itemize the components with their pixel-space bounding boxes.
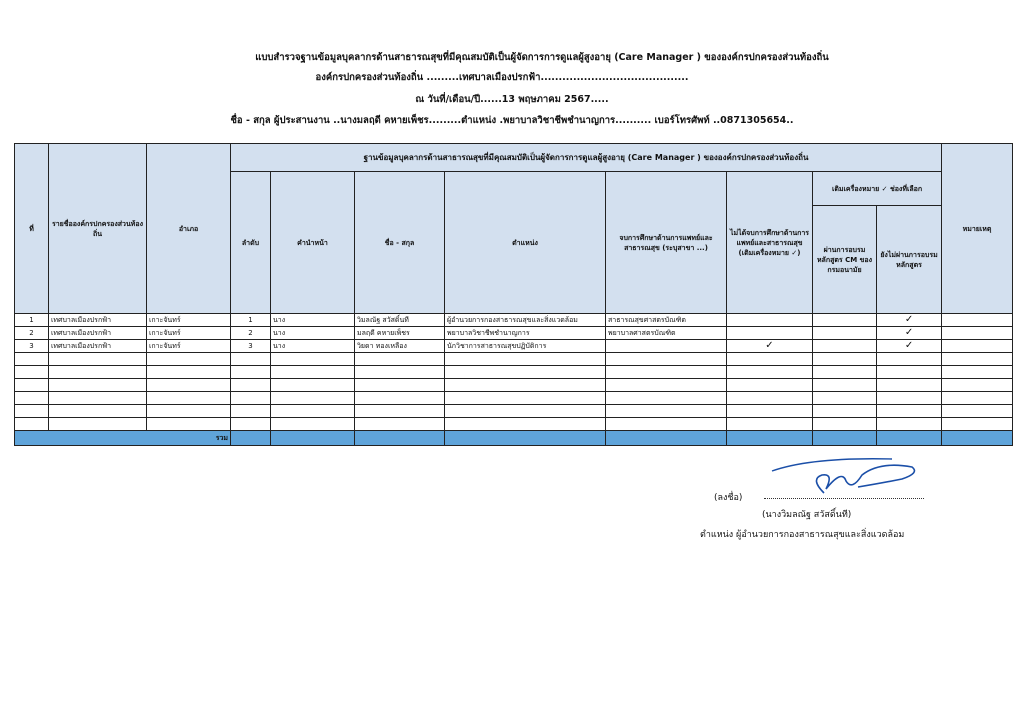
cell-not-passed: ✓: [877, 327, 942, 340]
col-name-header: ชื่อ - สกุล: [355, 172, 445, 314]
cell-passed: [813, 327, 877, 340]
cell-name: มลฤดี คหายเพ็ชร: [355, 327, 445, 340]
cell-prefix: นาง: [271, 327, 355, 340]
table-row: [15, 314, 1013, 327]
col-passed-header: ผ่านการอบรมหลักสูตร CM ของกรมอนามัย: [813, 206, 877, 314]
empty-row: [15, 353, 1013, 366]
coordinator-line: ชื่อ - สกุล ผู้ประสานงาน ..นางมลฤดี คหายเพ็ชร.........ตำแหน่ง .พยาบาลวิชาชีพชำนาญการ.......... เบอร์โทรศัพท์ ..0871305654..: [230, 115, 794, 126]
sign-label: (ลงชื่อ): [714, 493, 743, 503]
cell-not-edu: [727, 327, 813, 340]
cell-org: เทศบาลเมืองปรกฟ้า: [49, 327, 147, 340]
cell-not-edu: [727, 314, 813, 327]
cell-remark: [942, 327, 1013, 340]
group-title-header: ฐานข้อมูลบุคลากรด้านสาธารณสุขที่มีคุณสมบัติเป็นผู้จัดการการดูแลผู้สูงอายุ (Care Manager ) ขององค์กรปกครองส่วนท้องถิ่น: [231, 144, 942, 172]
empty-row: [15, 379, 1013, 392]
col-not-edu-header: ไม่ได้จบการศึกษาด้านการแพทย์และสาธารณสุข (เติมเครื่องหมาย ✓): [727, 172, 813, 314]
signature-block: [700, 455, 1010, 545]
cell-district: เกาะจันทร์: [147, 314, 231, 327]
signer-name: (นางวิมลณัฐ สวัสดิ์นที): [762, 510, 852, 520]
col-edu-header: จบการศึกษาด้านการแพทย์และสาธารณสุข (ระบุสาขา ...): [606, 172, 727, 314]
cell-prefix: นาง: [271, 314, 355, 327]
cell-name: วิยดา ทองเหลือง: [355, 340, 445, 353]
survey-table: [14, 143, 1013, 446]
col-not-passed-header: ยังไม่ผ่านการอบรมหลักสูตร: [877, 206, 942, 314]
col-prefix-header: คำนำหน้า: [271, 172, 355, 314]
empty-row: [15, 392, 1013, 405]
cell-not-passed: ✓: [877, 340, 942, 353]
col-check-group-header: เติมเครื่องหมาย ✓ ช่องที่เลือก: [813, 172, 942, 206]
col-no-header: ที่: [15, 144, 49, 314]
cell-no: 1: [15, 314, 49, 327]
table-row: [15, 340, 1013, 353]
cell-seq: 2: [231, 327, 271, 340]
cell-not-passed: ✓: [877, 314, 942, 327]
signer-position: ตำแหน่ง ผู้อำนวยการกองสาธารณสุขและสิ่งแวดล้อม: [700, 530, 905, 540]
cell-position: พยาบาลวิชาชีพชำนาญการ: [445, 327, 606, 340]
cell-no: 3: [15, 340, 49, 353]
cell-seq: 3: [231, 340, 271, 353]
empty-row: [15, 405, 1013, 418]
cell-edu: พยาบาลศาสตรบัณฑิต: [606, 327, 727, 340]
cell-position: นักวิชาการสาธารณสุขปฏิบัติการ: [445, 340, 606, 353]
cell-passed: [813, 314, 877, 327]
cell-not-edu: ✓: [727, 340, 813, 353]
cell-edu: สาธารณสุขศาสตรบัณฑิต: [606, 314, 727, 327]
total-label: รวม: [15, 431, 231, 446]
empty-row: [15, 418, 1013, 431]
cell-prefix: นาง: [271, 340, 355, 353]
org-line: องค์กรปกครองส่วนท้องถิ่น .........เทศบาลเมืองปรกฟ้า.........................................: [315, 72, 689, 83]
cell-no: 2: [15, 327, 49, 340]
cell-name: วิมลณัฐ สวัสดิ์นที: [355, 314, 445, 327]
total-row: [15, 431, 1013, 446]
cell-org: เทศบาลเมืองปรกฟ้า: [49, 340, 147, 353]
cell-org: เทศบาลเมืองปรกฟ้า: [49, 314, 147, 327]
table-row: [15, 327, 1013, 340]
col-seq-header: ลำดับ: [231, 172, 271, 314]
cell-remark: [942, 340, 1013, 353]
empty-row: [15, 366, 1013, 379]
col-remark-header: หมายเหตุ: [942, 144, 1013, 314]
cell-district: เกาะจันทร์: [147, 340, 231, 353]
col-district-header: อำเภอ: [147, 144, 231, 314]
cell-edu: [606, 340, 727, 353]
col-org-header: รายชื่อองค์กรปกครองส่วนท้องถิ่น: [49, 144, 147, 314]
cell-seq: 1: [231, 314, 271, 327]
col-position-header: ตำแหน่ง: [445, 172, 606, 314]
cell-position: ผู้อำนวยการกองสาธารณสุขและสิ่งแวดล้อม: [445, 314, 606, 327]
cell-passed: [813, 340, 877, 353]
cell-district: เกาะจันทร์: [147, 327, 231, 340]
sign-line: [764, 489, 924, 499]
date-line: ณ วันที่/เดือน/ปี......13 พฤษภาคม 2567.....: [415, 94, 609, 105]
cell-remark: [942, 314, 1013, 327]
form-title: แบบสำรวจฐานข้อมูลบุคลากรด้านสาธารณสุขที่มีคุณสมบัติเป็นผู้จัดการการดูแลผู้สูงอายุ (Care Manager ) ขององค์กรปกครองส่วนท้องถิ่น: [255, 52, 829, 63]
